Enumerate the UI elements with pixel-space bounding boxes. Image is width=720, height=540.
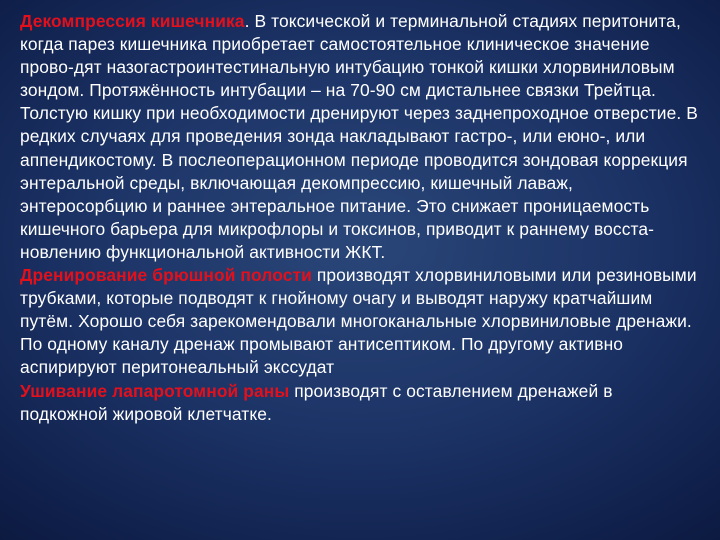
text-decompression: . В токсической и терминальной стадиях перитонита, когда парез кишечника приобретает самостоятельное клиническое значение прово-дят назогастроинтестинальную интубацию тонкой кишки хлорвиниловым зондом. Протяжённость интубации – на 70-90 см дистальнее связки Трейтца. Толстую кишку при необходимости дренируют через заднепроходное отверстие. В редких случаях для проведения зонда накладывают гастро-, или еюно-, или аппендикостому. В послеоперационном периоде проводится зондовая коррекция энтеральной среды, включающая декомпрессию, кишечный лаваж, энтеросорбцию и раннее энтеральное питание. Это снижает проницаемость кишечного барьера для микрофлоры и токсинов, приводит к раннему восста-новлению функциональной активности ЖКТ. [20, 11, 698, 262]
heading-decompression: Декомпрессия кишечника [20, 11, 245, 31]
text-wound-closure: производят с оставлением дренажей в подкожной жировой клетчатке. [20, 380, 613, 424]
paragraph-drainage [20, 264, 700, 379]
paragraph-wound-closure [20, 380, 700, 426]
paragraph-decompression [20, 10, 700, 264]
heading-drainage: Дренирование брюшной полости [20, 265, 312, 286]
slide-text [20, 10, 700, 426]
text-drainage: производят хлорвиниловыми или резиновыми трубками, которые подводят к гнойному очагу и выводят наружу кратчайшим путём. Хорошо себя зарекомендовали многоканальные хлорвиниловые дренажи. По одному каналу дренаж промывают антисептиком. По другому активно аспирируют перитонеальный экссудат [20, 265, 697, 378]
heading-wound-closure: Ушивание лапаротомной раны [20, 380, 290, 401]
